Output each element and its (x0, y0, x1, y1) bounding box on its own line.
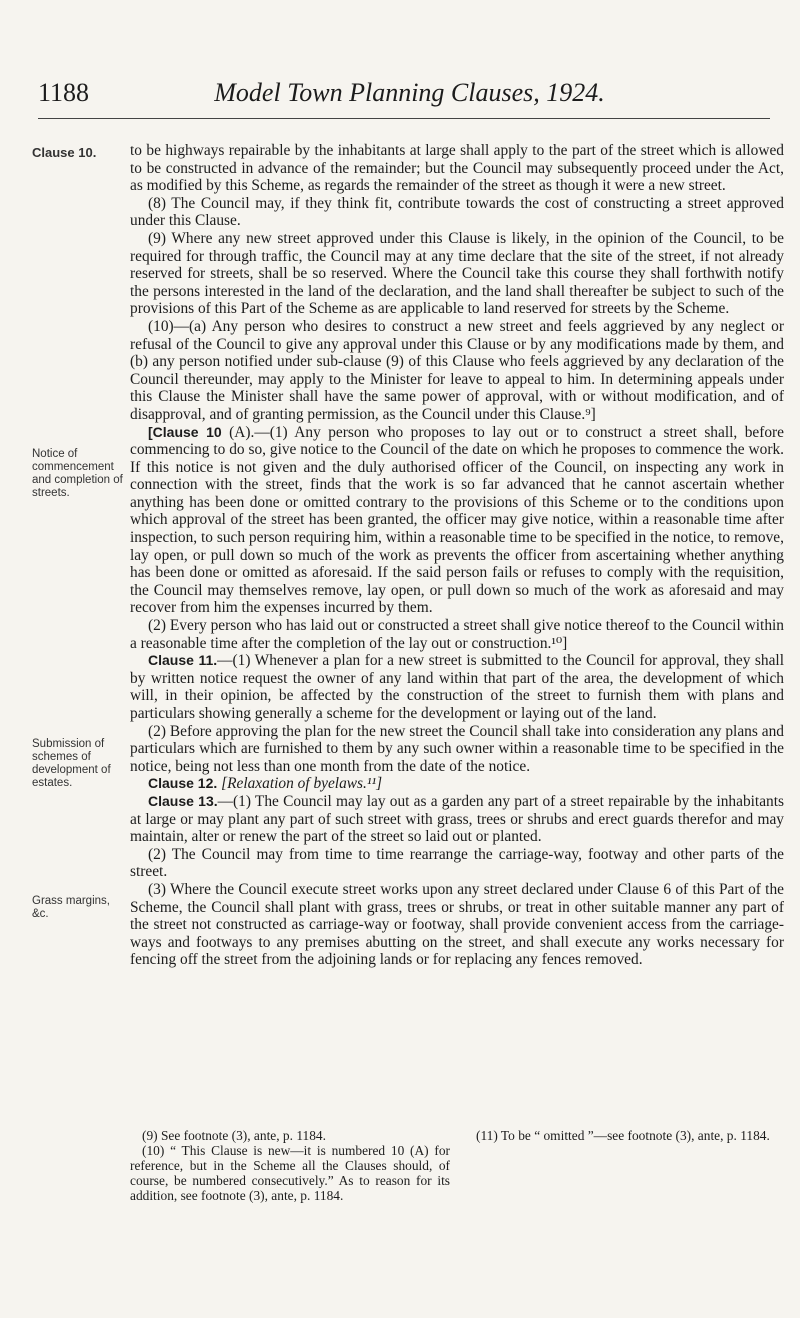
paragraph: (3) Where the Council execute street works upon any street declared under Clause 6 of this Part of the Scheme, the Council shall plant with grass, trees or shrubs, or treat in other suitable manner any part of the street not constructed as carriage-way or footway, shall provide convenient access from the carriage-ways and footways to any premises abutting on the street, and shall execute any works necessary for fencing off the street from the adjoining lands or for replacing any fences removed. (130, 880, 784, 969)
footnote-11: (11) To be “ omitted ”—see footnote (3), ante, p. 1184. (476, 1128, 770, 1143)
clause-13: Clause 13.—(1) The Council may lay out as a garden any part of a street repairable by the inhabitants at large or may plant any part of such street with grass, trees or shrubs and erect guards therefor and may maintain, alter or renew the part of the street so laid out or planted. (130, 792, 785, 846)
paragraph: (2) Every person who has laid out or constructed a street shall give notice thereof to the Council within a reasonable time after the completion of the lay out or construction.¹⁰] (130, 617, 784, 652)
main-text (130, 142, 784, 969)
header-rule (38, 118, 770, 119)
footnote-9: (9) See footnote (3), ante, p. 1184. (142, 1128, 326, 1143)
paragraph: (10)—(a) Any person who desires to construct a new street and feels aggrieved by any neglect or refusal of the Council to give any approval under this Clause or by any modifications made by them, and (b) any person notified under sub-clause (9) of this Clause who feels aggrieved by any declaration of the Council thereunder, may apply to the Minister for leave to appeal to him. In determining appeals under this Clause the Minister shall have the same power of approval, with or without modification, and of disapproval, and of granting permission, as the Council under this Clause.⁹] (130, 317, 784, 423)
paragraph: (8) The Council may, if they think fit, contribute towards the cost of constructing a street approved under this Clause. (130, 194, 784, 230)
margin-clause-label: Clause 10. (32, 145, 97, 160)
running-title: Model Town Planning Clauses, 1924. (214, 78, 605, 107)
clause-10a-label: [Clause 10 (148, 423, 222, 440)
clause-12: Clause 12. [Relaxation of byelaws.¹¹] (148, 775, 383, 793)
paragraph: (2) The Council may from time to time rearrange the carriage-way, footway and other parts of the street. (130, 845, 784, 881)
clause-11: Clause 11.—(1) Whenever a plan for a new street is submitted to the Council for approval, they shall by written notice request the owner of any land within that part of the area, the development of which will, in their opinion, be affected by the construction of the street to furnish them with plans and particulars showing generally a scheme for the development or laying out of the land. (130, 652, 784, 722)
margin-note-notice: Notice of commencement and completion of streets. (32, 448, 123, 499)
margin-note-submission: Submission of schemes of development of estates. (32, 738, 111, 789)
clause-13-label: Clause 13. (148, 792, 218, 809)
page-header (38, 78, 770, 118)
margin-note-grass: Grass margins, &c. (32, 895, 110, 920)
footnote-10: (10) “ This Clause is new—it is numbered 10 (A) for reference, but in the Scheme all the Clauses should, of course, be numbered consecutively.” As to reason for its addition, see footnote (3), ante, p. 1184. (130, 1143, 450, 1203)
clause-11-label: Clause 11. (148, 652, 218, 669)
footnote-column-left (130, 1128, 450, 1203)
clause-12-label: Clause 12. (148, 775, 218, 792)
paragraph: to be highways repairable by the inhabitants at large shall apply to the part of the street which is allowed to be constructed in advance of the remainder; but the Council may subsequently proceed under the Act, as modified by this Scheme, as regards the remainder of the street as though it were a new street. (130, 142, 784, 195)
paragraph: (2) Before approving the plan for the new street the Council shall take into consideration any plans and particulars which are furnished to them by any such owner within a reasonable time to be specified in the notice, being not less than one month from the date of the notice. (130, 722, 784, 775)
paragraph: (9) Where any new street approved under this Clause is likely, in the opinion of the Council, to be required for through traffic, the Council may at any time declare that the site of the street, if not already reserved for streets, shall be so reserved. Where the Council take this course they shall forthwith notify the persons interested in the land of the declaration, and the land shall thereafter be subject to such of the provisions of this Part of the Scheme as are applicable to land reserved for streets by the Scheme. (130, 229, 784, 318)
footnote-column-right (464, 1128, 784, 1203)
clause-10a: [Clause 10 (A).—(1) Any person who proposes to lay out or to construct a street shall, before commencing to do so, give notice to the Council of the date on which he proposes to commence the work. If this notice is not given and the duly authorised officer of the Council, on inspecting any work in connection with the street, finds that the work is so far advanced that he cannot ascertain whether anything has been done or omitted contrary to the provisions of this Scheme or to the conditions upon which approval of the street has been granted, the officer may give notice, within a reasonable time after inspection, to such person requiring him, within a reasonable time to be specified in the notice, to remove, lay open, or pull down so much of the work as prevents the officer from ascertaining whether anything has been done or omitted as aforesaid. If the said person fails or refuses to comply with the requisition, the Council may themselves remove, lay open, or pull down so much of the work as aforesaid and may recover from him the expenses incurred by them. (130, 423, 784, 617)
footnotes (130, 1128, 784, 1203)
page-number: 1188 (38, 78, 90, 107)
